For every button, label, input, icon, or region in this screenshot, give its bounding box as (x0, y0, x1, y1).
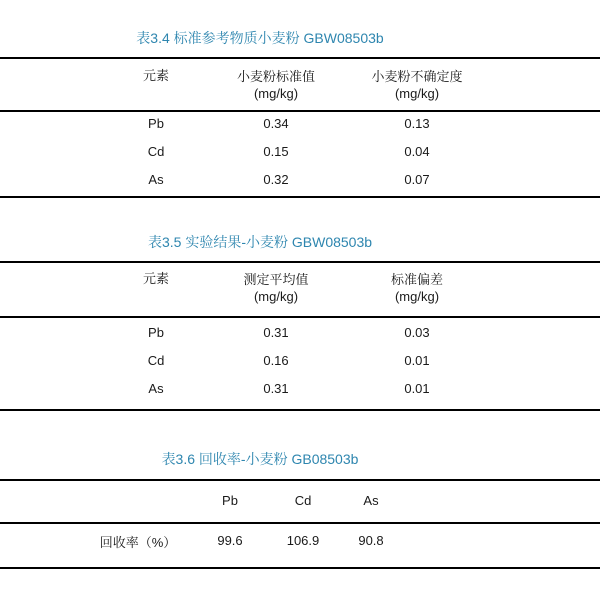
header-line2: (mg/kg) (394, 86, 440, 101)
table-row-element: Pb (148, 325, 164, 340)
table-row-deviation: 0.03 (404, 325, 430, 340)
header-line2: (mg/kg) (253, 86, 299, 101)
table-3-5-top-rule (0, 261, 600, 263)
table-row-uncertainty: 0.04 (404, 144, 430, 159)
recovery-value-cd: 106.9 (286, 533, 320, 548)
table-row-element: As (148, 381, 164, 396)
table-row-value: 0.31 (263, 325, 289, 340)
table-row-value: 0.32 (263, 172, 289, 187)
table-3-5-bottom-rule (0, 409, 600, 411)
table-3-4-header-standard-value (237, 68, 315, 102)
table-row-deviation: 0.01 (404, 381, 430, 396)
table-3-6-top-rule (0, 479, 600, 481)
header-line1: 标准偏差 (390, 272, 444, 287)
table-3-4-bottom-rule (0, 196, 600, 198)
table-row-deviation: 0.01 (404, 353, 430, 368)
table-row-element: Pb (148, 116, 164, 131)
table-row-value: 0.31 (263, 381, 289, 396)
table-3-6-header-rule (0, 522, 600, 524)
table-3-5-title: 表3.5 实验结果-小麦粉 GBW08503b (147, 234, 373, 250)
table-3-5-header-mean-value (243, 271, 308, 305)
recovery-value-as: 90.8 (358, 533, 384, 548)
table-row-value: 0.34 (263, 116, 289, 131)
table-row-element: As (148, 172, 164, 187)
recovery-rate-label: 回收率（%） (99, 535, 177, 550)
header-line1: 小麦粉标准值 (236, 69, 316, 84)
header-line2: (mg/kg) (253, 289, 299, 304)
header-line2: (mg/kg) (394, 289, 440, 304)
table-3-6-bottom-rule (0, 567, 600, 569)
header-line1: 测定平均值 (243, 272, 309, 287)
table-3-6-header-as: As (363, 493, 379, 508)
table-3-6-title: 表3.6 回收率-小麦粉 GB08503b (161, 451, 359, 467)
table-3-4-header-rule (0, 110, 600, 112)
table-row-element: Cd (147, 353, 165, 368)
table-3-4-top-rule (0, 57, 600, 59)
table-3-6-header-cd: Cd (294, 493, 312, 508)
table-row-uncertainty: 0.13 (404, 116, 430, 131)
table-3-5-header-std-deviation (391, 271, 443, 305)
table-row-element: Cd (147, 144, 165, 159)
table-3-5-header-rule (0, 316, 600, 318)
header-line1: 小麦粉不确定度 (371, 69, 463, 84)
table-row-uncertainty: 0.07 (404, 172, 430, 187)
table-row-value: 0.15 (263, 144, 289, 159)
table-3-6-header-pb: Pb (222, 493, 238, 508)
table-row-value: 0.16 (263, 353, 289, 368)
table-3-5-header-element: 元素 (142, 271, 170, 286)
recovery-value-pb: 99.6 (217, 533, 243, 548)
table-3-4-title: 表3.4 标准参考物质小麦粉 GBW08503b (136, 30, 384, 46)
table-3-4-header-element: 元素 (142, 68, 170, 83)
table-3-4-header-uncertainty (371, 68, 462, 102)
